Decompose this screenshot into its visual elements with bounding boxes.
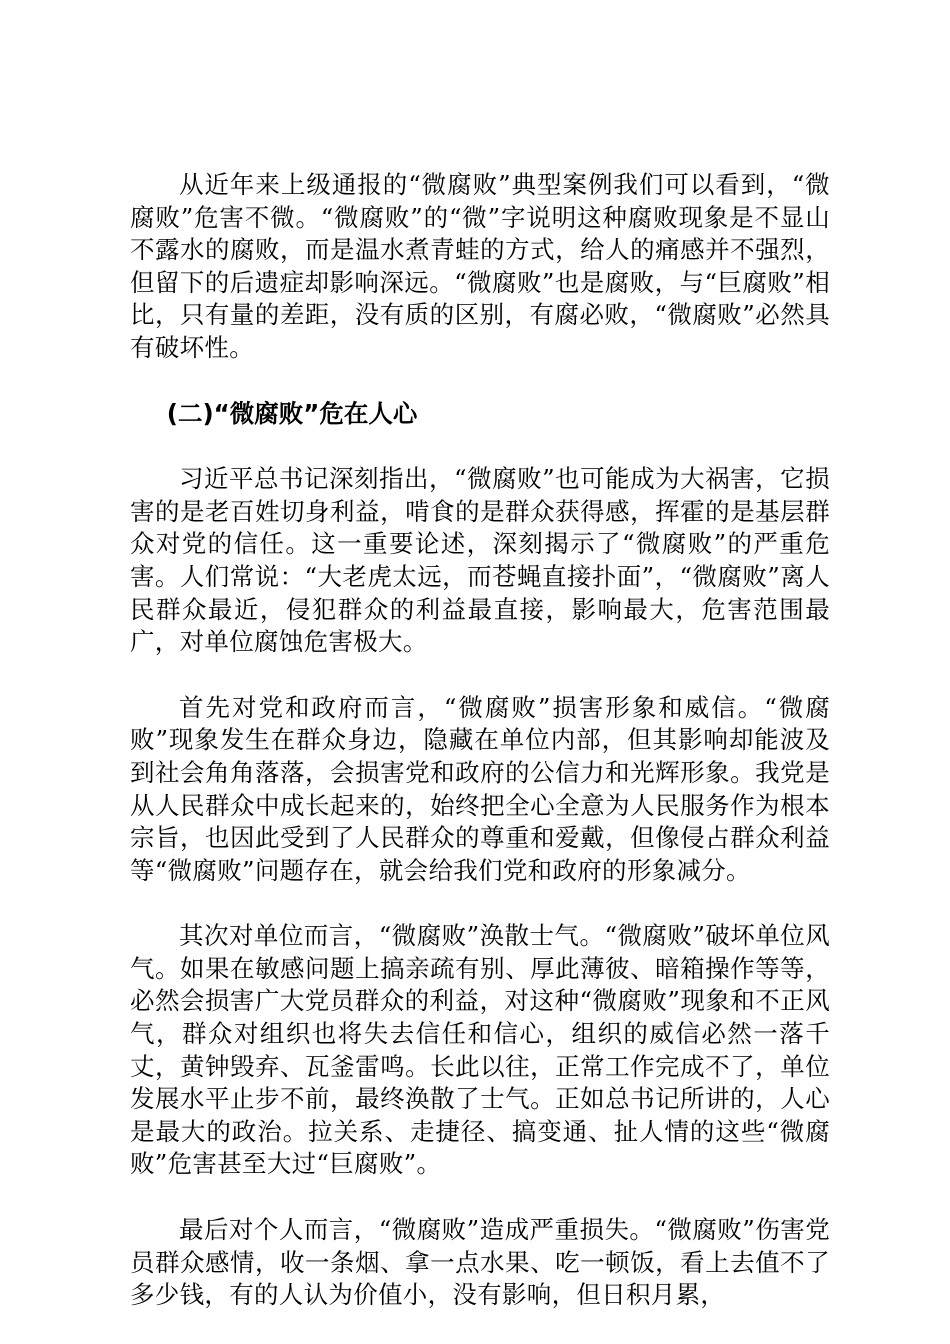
spacer [130, 430, 830, 463]
spacer [130, 659, 830, 692]
paragraph-intro: 从近年来上级通报的“微腐败”典型案例我们可以看到，“微腐败”危害不微。“微腐败”的“微”字说明这种腐败现象是不显山不露水的腐败，而是温水煮青蛙的方式，给人的痛感并不强烈，但留下的后遗症却影响深远。“微腐败”也是腐败，与“巨腐败”相比，只有量的差距，没有质的区别，有腐必败，“微腐败”必然具有破坏性。 [130, 170, 830, 362]
document-page [130, 169, 830, 1312]
paragraph-2: 习近平总书记深刻指出，“微腐败”也可能成为大祸害，它损害的是老百姓切身利益，啃食的是群众获得感，挥霍的是基层群众对党的信任。这一重要论述，深刻揭示了“微腐败”的严重危害。人们常说：“大老虎太远，而苍蝇直接扑面”，“微腐败”离人民群众最近，侵犯群众的利益最直接，影响最大，危害范围最广，对单位腐蚀危害极大。 [130, 464, 830, 657]
spacer [130, 887, 830, 920]
paragraph-3: 首先对党和政府而言，“微腐败”损害形象和威信。“微腐败”现象发生在群众身边，隐藏在单位内部，但其影响却能波及到社会角角落落，会损害党和政府的公信力和光辉形象。我党是从人民群众中成长起来的，始终把全心全意为人民服务作为根本宗旨，也因此受到了人民群众的尊重和爱戴，但像侵占群众利益等“微腐败”问题存在，就会给我们党和政府的形象减分。 [130, 692, 831, 885]
paragraph-5: 最后对个人而言，“微腐败”造成严重损失。“微腐败”伤害党员群众感情，收一条烟、拿一点水果、吃一顿饭，看上去值不了多少钱，有的人认为价值小，没有影响，但日积月累， [130, 1215, 830, 1310]
spacer [130, 1181, 830, 1214]
paragraph-4: 其次对单位而言，“微腐败”涣散士气。“微腐败”破坏单位风气。如果在敏感问题上搞亲疏有别、厚此薄彼、暗箱操作等等，必然会损害广大党员群众的利益，对这种“微腐败”现象和不正风气，群众对组织也将失去信任和信心，组织的威信必然一落千丈，黄钟毁弃、瓦釜雷鸣。长此以往，正常工作完成不了，单位发展水平止步不前，最终涣散了士气。正如总书记所讲的，人心是最大的政治。拉关系、走捷径、搞变通、扯人情的这些“微腐败”危害甚至大过“巨腐败”。 [130, 921, 831, 1179]
section-heading: (二)“微腐败”危在人心 [166, 398, 418, 428]
spacer [130, 365, 830, 398]
